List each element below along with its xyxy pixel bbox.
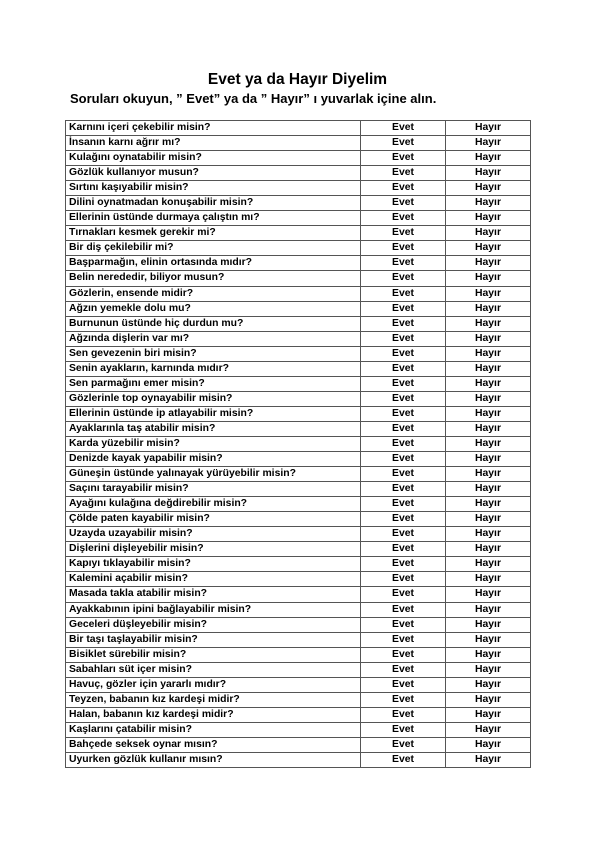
question-text: Karnını içeri çekebilir misin?	[66, 121, 361, 136]
table-row	[66, 271, 531, 286]
question-text: Uyurken gözlük kullanır mısın?	[66, 752, 361, 767]
table-row	[66, 421, 531, 436]
answer-evet[interactable]: Evet	[361, 632, 446, 647]
answer-evet[interactable]: Evet	[361, 406, 446, 421]
answer-hayir[interactable]: Hayır	[446, 181, 531, 196]
answer-hayir[interactable]: Hayır	[446, 572, 531, 587]
answer-evet[interactable]: Evet	[361, 572, 446, 587]
question-text: Ellerinin üstünde ip atlayabilir misin?	[66, 406, 361, 421]
answer-evet[interactable]: Evet	[361, 647, 446, 662]
answer-hayir[interactable]: Hayır	[446, 241, 531, 256]
question-text: Sırtını kaşıyabilir misin?	[66, 181, 361, 196]
answer-hayir[interactable]: Hayır	[446, 436, 531, 451]
table-row	[66, 316, 531, 331]
answer-hayir[interactable]: Hayır	[446, 692, 531, 707]
question-text: Gözlük kullanıyor musun?	[66, 166, 361, 181]
question-text: Geceleri düşleyebilir misin?	[66, 617, 361, 632]
table-row	[66, 196, 531, 211]
question-text: Ayaklarınla taş atabilir misin?	[66, 421, 361, 436]
answer-hayir[interactable]: Hayır	[446, 737, 531, 752]
table-row	[66, 301, 531, 316]
table-row	[66, 211, 531, 226]
answer-evet[interactable]: Evet	[361, 677, 446, 692]
table-row	[66, 707, 531, 722]
answer-hayir[interactable]: Hayır	[446, 632, 531, 647]
answer-evet[interactable]: Evet	[361, 737, 446, 752]
answer-evet[interactable]: Evet	[361, 542, 446, 557]
table-row	[66, 497, 531, 512]
answer-hayir[interactable]: Hayır	[446, 211, 531, 226]
table-row	[66, 391, 531, 406]
answer-hayir[interactable]: Hayır	[446, 286, 531, 301]
question-text: Denizde kayak yapabilir misin?	[66, 452, 361, 467]
answer-hayir[interactable]: Hayır	[446, 497, 531, 512]
answer-hayir[interactable]: Hayır	[446, 226, 531, 241]
table-row	[66, 286, 531, 301]
answer-evet[interactable]: Evet	[361, 482, 446, 497]
answer-evet[interactable]: Evet	[361, 301, 446, 316]
table-row	[66, 737, 531, 752]
question-text: Masada takla atabilir misin?	[66, 587, 361, 602]
answer-evet[interactable]: Evet	[361, 136, 446, 151]
answer-hayir[interactable]: Hayır	[446, 271, 531, 286]
answer-evet[interactable]: Evet	[361, 226, 446, 241]
question-text: Burnunun üstünde hiç durdun mu?	[66, 316, 361, 331]
answer-evet[interactable]: Evet	[361, 346, 446, 361]
answer-evet[interactable]: Evet	[361, 271, 446, 286]
table-row	[66, 587, 531, 602]
answer-evet[interactable]: Evet	[361, 587, 446, 602]
answer-evet[interactable]: Evet	[361, 391, 446, 406]
table-row	[66, 452, 531, 467]
answer-evet[interactable]: Evet	[361, 241, 446, 256]
question-text: Ağzında dişlerin var mı?	[66, 331, 361, 346]
question-text: Gözlerin, ensende midir?	[66, 286, 361, 301]
question-text: Ayağını kulağına değdirebilir misin?	[66, 497, 361, 512]
answer-hayir[interactable]: Hayır	[446, 346, 531, 361]
answer-hayir[interactable]: Hayır	[446, 662, 531, 677]
question-text: Bahçede seksek oynar mısın?	[66, 737, 361, 752]
question-text: Dilini oynatmadan konuşabilir misin?	[66, 196, 361, 211]
answer-evet[interactable]: Evet	[361, 467, 446, 482]
answer-evet[interactable]: Evet	[361, 421, 446, 436]
answer-hayir[interactable]: Hayır	[446, 587, 531, 602]
table-row	[66, 512, 531, 527]
question-text: Sen gevezenin biri misin?	[66, 346, 361, 361]
table-row	[66, 542, 531, 557]
answer-hayir[interactable]: Hayır	[446, 707, 531, 722]
answer-evet[interactable]: Evet	[361, 376, 446, 391]
answer-evet[interactable]: Evet	[361, 662, 446, 677]
answer-evet[interactable]: Evet	[361, 452, 446, 467]
table-row	[66, 331, 531, 346]
answer-hayir[interactable]: Hayır	[446, 136, 531, 151]
question-text: Başparmağın, elinin ortasında mıdır?	[66, 256, 361, 271]
answer-evet[interactable]: Evet	[361, 361, 446, 376]
question-text: Ayakkabının ipini bağlayabilir misin?	[66, 602, 361, 617]
answer-evet[interactable]: Evet	[361, 752, 446, 767]
question-table	[65, 120, 531, 768]
answer-hayir[interactable]: Hayır	[446, 406, 531, 421]
answer-hayir[interactable]: Hayır	[446, 602, 531, 617]
answer-hayir[interactable]: Hayır	[446, 512, 531, 527]
answer-hayir[interactable]: Hayır	[446, 677, 531, 692]
table-row	[66, 136, 531, 151]
question-text: Çölde paten kayabilir misin?	[66, 512, 361, 527]
answer-hayir[interactable]: Hayır	[446, 647, 531, 662]
question-text: Teyzen, babanın kız kardeşi midir?	[66, 692, 361, 707]
answer-evet[interactable]: Evet	[361, 256, 446, 271]
table-row	[66, 166, 531, 181]
question-text: Güneşin üstünde yalınayak yürüyebilir misin?	[66, 467, 361, 482]
question-text: Uzayda uzayabilir misin?	[66, 527, 361, 542]
answer-hayir[interactable]: Hayır	[446, 467, 531, 482]
table-row	[66, 241, 531, 256]
answer-evet[interactable]: Evet	[361, 617, 446, 632]
answer-evet[interactable]: Evet	[361, 527, 446, 542]
answer-hayir[interactable]: Hayır	[446, 376, 531, 391]
answer-hayir[interactable]: Hayır	[446, 752, 531, 767]
answer-hayir[interactable]: Hayır	[446, 166, 531, 181]
answer-hayir[interactable]: Hayır	[446, 482, 531, 497]
answer-hayir[interactable]: Hayır	[446, 331, 531, 346]
answer-evet[interactable]: Evet	[361, 497, 446, 512]
answer-evet[interactable]: Evet	[361, 151, 446, 166]
answer-hayir[interactable]: Hayır	[446, 452, 531, 467]
table-row	[66, 692, 531, 707]
question-text: Ağzın yemekle dolu mu?	[66, 301, 361, 316]
table-row	[66, 557, 531, 572]
question-text: Bisiklet sürebilir misin?	[66, 647, 361, 662]
answer-evet[interactable]: Evet	[361, 121, 446, 136]
question-text: Kalemini açabilir misin?	[66, 572, 361, 587]
table-row	[66, 482, 531, 497]
answer-evet[interactable]: Evet	[361, 331, 446, 346]
answer-hayir[interactable]: Hayır	[446, 557, 531, 572]
question-text: Sen parmağını emer misin?	[66, 376, 361, 391]
answer-evet[interactable]: Evet	[361, 722, 446, 737]
table-row	[66, 346, 531, 361]
answer-evet[interactable]: Evet	[361, 196, 446, 211]
answer-hayir[interactable]: Hayır	[446, 421, 531, 436]
answer-evet[interactable]: Evet	[361, 286, 446, 301]
question-text: Gözlerinle top oynayabilir misin?	[66, 391, 361, 406]
answer-evet[interactable]: Evet	[361, 512, 446, 527]
answer-hayir[interactable]: Hayır	[446, 121, 531, 136]
table-row	[66, 617, 531, 632]
table-row	[66, 752, 531, 767]
table-row	[66, 256, 531, 271]
answer-hayir[interactable]: Hayır	[446, 301, 531, 316]
table-row	[66, 361, 531, 376]
question-text: Sabahları süt içer misin?	[66, 662, 361, 677]
answer-evet[interactable]: Evet	[361, 707, 446, 722]
table-row	[66, 647, 531, 662]
table-row	[66, 662, 531, 677]
question-text: Kulağını oynatabilir misin?	[66, 151, 361, 166]
question-text: Halan, babanın kız kardeşi midir?	[66, 707, 361, 722]
answer-hayir[interactable]: Hayır	[446, 196, 531, 211]
answer-evet[interactable]: Evet	[361, 692, 446, 707]
table-row	[66, 151, 531, 166]
question-text: Senin ayakların, karnında mıdır?	[66, 361, 361, 376]
answer-hayir[interactable]: Hayır	[446, 151, 531, 166]
answer-hayir[interactable]: Hayır	[446, 542, 531, 557]
question-text: Karda yüzebilir misin?	[66, 436, 361, 451]
answer-evet[interactable]: Evet	[361, 166, 446, 181]
answer-hayir[interactable]: Hayır	[446, 722, 531, 737]
answer-hayir[interactable]: Hayır	[446, 256, 531, 271]
question-text: Havuç, gözler için yararlı mıdır?	[66, 677, 361, 692]
question-text: Saçını tarayabilir misin?	[66, 482, 361, 497]
worksheet-title: Evet ya da Hayır Diyelim	[207, 71, 388, 88]
answer-evet[interactable]: Evet	[361, 557, 446, 572]
question-text: Ellerinin üstünde durmaya çalıştın mı?	[66, 211, 361, 226]
table-row	[66, 376, 531, 391]
question-text: Belin nerededir, biliyor musun?	[66, 271, 361, 286]
table-row	[66, 677, 531, 692]
answer-hayir[interactable]: Hayır	[446, 527, 531, 542]
table-row	[66, 602, 531, 617]
table-row	[66, 406, 531, 421]
worksheet-instructions: Soruları okuyun, ” Evet” ya da ” Hayır” ı yuvarlak içine alın.	[70, 91, 437, 106]
question-text: İnsanın karnı ağrır mı?	[66, 136, 361, 151]
answer-hayir[interactable]: Hayır	[446, 391, 531, 406]
answer-evet[interactable]: Evet	[361, 316, 446, 331]
question-text: Dişlerini dişleyebilir misin?	[66, 542, 361, 557]
answer-evet[interactable]: Evet	[361, 181, 446, 196]
answer-evet[interactable]: Evet	[361, 602, 446, 617]
question-text: Tırnakları kesmek gerekir mi?	[66, 226, 361, 241]
question-text: Kaşlarını çatabilir misin?	[66, 722, 361, 737]
table-row	[66, 226, 531, 241]
question-text: Bir taşı taşlayabilir misin?	[66, 632, 361, 647]
answer-evet[interactable]: Evet	[361, 436, 446, 451]
table-row	[66, 181, 531, 196]
answer-hayir[interactable]: Hayır	[446, 316, 531, 331]
table-row	[66, 722, 531, 737]
answer-hayir[interactable]: Hayır	[446, 617, 531, 632]
table-row	[66, 527, 531, 542]
question-text: Bir diş çekilebilir mi?	[66, 241, 361, 256]
answer-evet[interactable]: Evet	[361, 211, 446, 226]
answer-hayir[interactable]: Hayır	[446, 361, 531, 376]
table-row	[66, 467, 531, 482]
table-row	[66, 121, 531, 136]
table-row	[66, 572, 531, 587]
table-row	[66, 436, 531, 451]
table-row	[66, 632, 531, 647]
question-text: Kapıyı tıklayabilir misin?	[66, 557, 361, 572]
